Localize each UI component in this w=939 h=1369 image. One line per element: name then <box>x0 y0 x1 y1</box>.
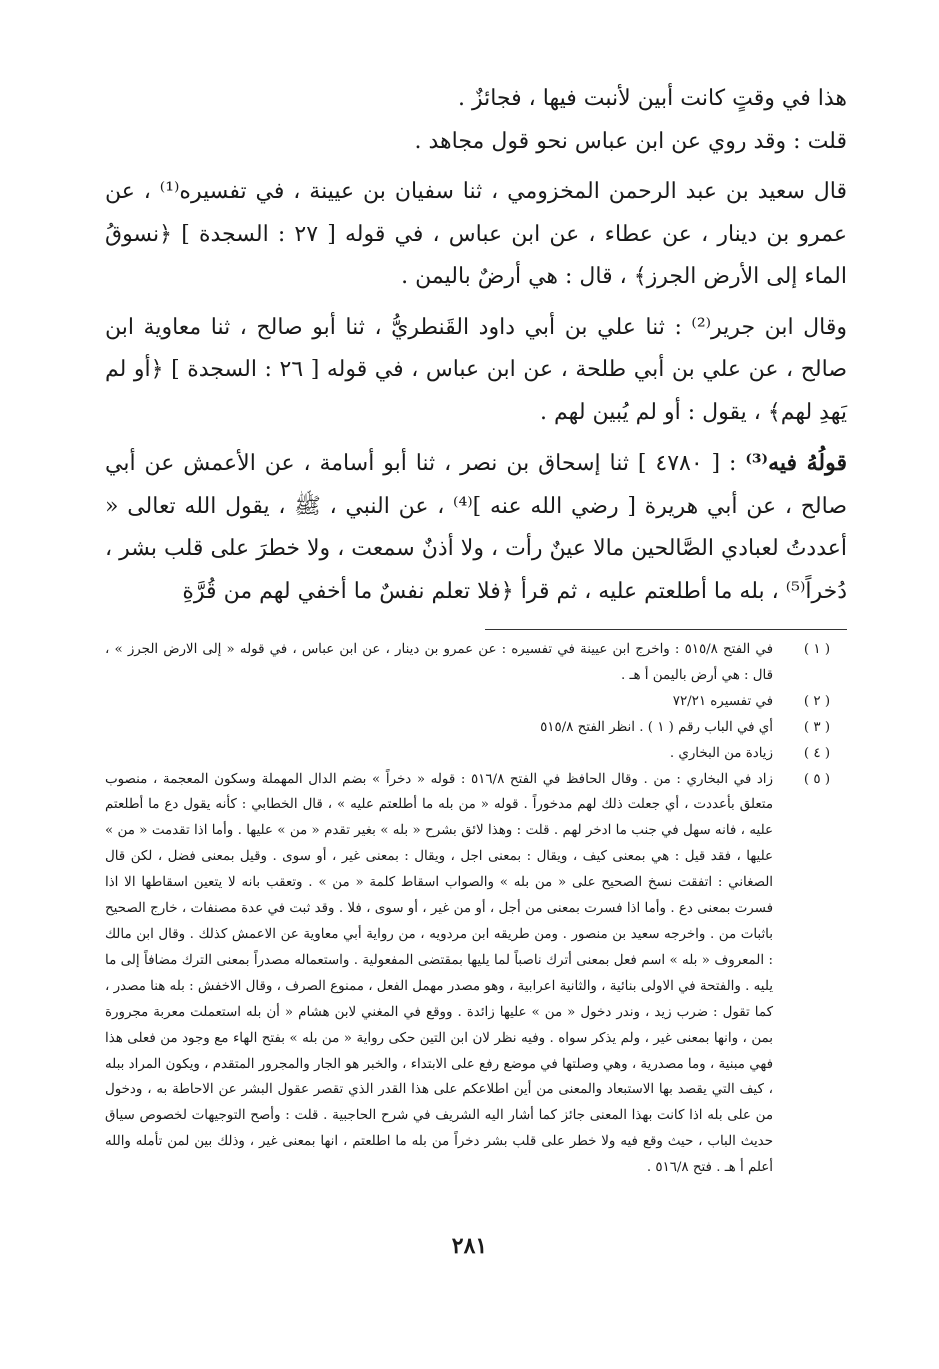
footnote-text: في الفتح ٥١٥/٨ : واخرج ابن عيينة في تفسيره : عن عمرو بن دينار ، عن ابن عباس ، في قوله « إلى الارض الجرز » ، قال : هي أرض باليمن أ هـ . <box>105 642 773 683</box>
paragraph-4: وقال ابن جرير⁽²⁾ : ثنا علي بن أبي داود القَنطريُّ ، ثنا أبو صالح ، ثنا معاوية ابن صالح ، عن علي بن أبي طلحة ، عن ابن عباس ، في قوله [ ٢٦ : السجدة ] ﴿أو لم يَهدِ لهم﴾ ، يقول : أو لم يُبين لهم . <box>105 314 847 425</box>
main-text <box>105 78 847 613</box>
footnote-5 <box>105 767 847 1182</box>
page-number: ٢٨١ <box>451 1233 488 1259</box>
paragraph-5-lead: قولُهُ فيه⁽³⁾ <box>745 450 847 476</box>
footnotes <box>105 637 847 1181</box>
footnote-text: في تفسيره ٧٢/٢١ <box>672 693 773 709</box>
footnote-4 <box>105 741 847 767</box>
footnote-number: ( ٥ ) <box>803 771 831 787</box>
footnote-text: أي في الباب رقم ( ١ ) . انظر الفتح ٥١٥/٨ <box>540 719 773 735</box>
footnote-number: ( ١ ) <box>803 642 831 657</box>
footnote-2 <box>105 689 847 715</box>
footnote-1 <box>105 637 847 689</box>
footnote-3 <box>105 715 847 741</box>
paragraph-1: هذا في وقتٍ كانت أبين لأنبت فيها ، فجائزٌ . <box>457 86 847 111</box>
footnote-text: زاد في البخاري : من . وقال الحافظ في الفتح ٥١٦/٨ : قوله « دخراً » بضم الدال المهملة وسكون المعجمة ، منصوب متعلق بأعددت ، أي جعلت ذلك لهم مدخوراً . قوله « من بله ما أطلعتم عليه » ، قال الخطابي : كأنه يقول دع ما أطلعتم عليه ، فانه سهل في جنب ما ادخر لهم . قلت : وهذا لائق بشرح « بله » بغير تقدم « من » عليها . وأما اذا تقدمت « من » عليها ، فقد قيل : هي بمعنى كيف ، ويقال : بمعنى اجل ، ويقال : بمعنى غير ، أو سوى . وقيل بمعنى فضل ، لكن قال الصغاني : اتفقت نسخ الصحيح على « من بله » والصواب اسقاط كلمة « من » . وتعقب بانه لا يتعين اسقاطها الا اذا فسرت بمعنى دع . وأما اذا فسرت بمعنى من أجل ، أو من غير ، أو سوى ، فلا . وقد ثبت في عدة مصنفات ، خارج الصحيح باثبات من . واخرجه سعيد بن منصور . ومن طريقه ابن مردويه ، من رواية أبي معاوية عن الاعمش كذلك . وقال ابن مالك : المعروف « بله » اسم فعل بمعنى أترك ناصباً لما يليها بمقتضى المفعولية . واستعماله مصدراً بمعنى الترك مضافاً إلى ما يليه . والفتحة في الاولى بنائية ، والثانية اعرابية ، وهو مصدر مهمل الفعل ، ممنوع الصرف ، وقال الاخفش : بله هنا مصدر ، كما تقول : ضرب زيد ، وندر دخول « من » عليها زائدة . ووقع في المغني لابن هشام « أن بله استعملت معربة مجرورة بمن ، وانها بمعنى غير ، ولم يذكر سواه . وفيه نظر لان ابن التين حكى رواية « من بله » بفتح الهاء مع وجود من فعلى هذا فهي مبنية ، وما مصدرية ، وهي وصلتها في موضع رفع على الابتداء ، والخبر هو الجار والمجرور المتقدم ، ويكون المراد ببله ، كيف التي يقصد بها الاستبعاد والمعنى من أين اطلاعكم على هذا القدر الذي تقصر عقول البشر عن الاحاطة به ، ودخول من على بله اذا كانت بهذا المعنى جائز كما أشار اليه الشريف في شرح الحاجبية . قلت : وأصح التوجيهات لخصوص سياق حديث الباب ، حيث وقع فيه ولا خطر على قلب بشر دخراً من بله ما اطلعتم ، انها بمعنى غير ، وذلك بين لمن تأمله والله أعلم أ هـ . فتح ٥١٦/٨ . <box>105 771 773 1176</box>
paragraph-5 <box>105 442 847 613</box>
footnote-number: ( ٢ ) <box>803 693 831 709</box>
footnote-number: ( ٣ ) <box>803 719 831 735</box>
footnote-separator <box>485 629 847 630</box>
paragraph-3: قال سعيد بن عبد الرحمن المخزومي ، ثنا سفيان بن عيينة ، في تفسيره⁽¹⁾ ، عن عمرو بن دينار ، عن عطاء ، عن ابن عباس ، في قوله [ ٢٧ : السجدة ] ﴿نسوقُ الماء إلى الأرض الجرز﴾ ، قال : هي أرضٌ باليمن . <box>105 179 847 289</box>
paragraph-2: قلت : وقد روي عن ابن عباس نحو قول مجاهد . <box>414 128 847 154</box>
paragraph-5-body: : [ ٤٧٨٠ ] ثنا إسحاق بن نصر ، ثنا أبو أسامة ، عن الأعمش عن أبي صالح ، عن أبي هريرة [ رضي الله عنه ]⁽⁴⁾ ، عن النبي ، ﷺ ، يقول الله تعالى « أعددتُ لعبادي الصَّالحين مالا عينٌ رأت ، ولا أذنٌ سمعت ، ولا خطرَ على قلب بشر ، دُخراً⁽⁵⁾ ، بله ما أطلعتم عليه ، ثم قرأ ﴿فلا تعلم نفسٌ ما أخفي لهم من قُرَّةِ <box>105 451 847 604</box>
footnote-text: زيادة من البخاري . <box>669 745 773 761</box>
footnote-number: ( ٤ ) <box>803 745 831 761</box>
